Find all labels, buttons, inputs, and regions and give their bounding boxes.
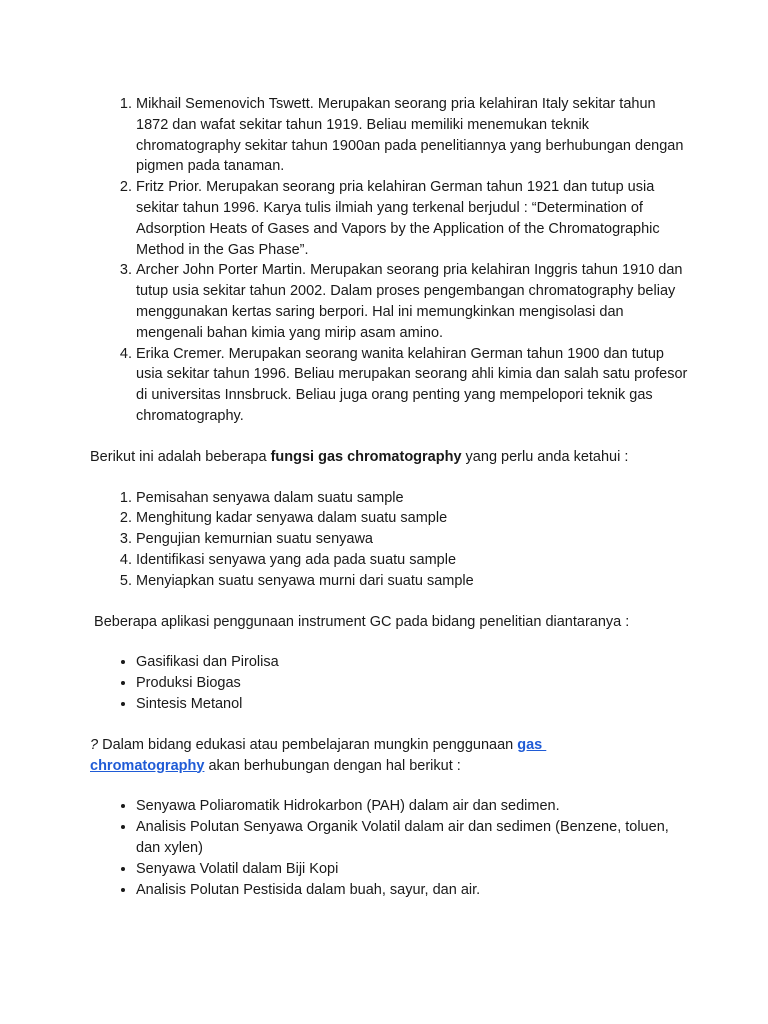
intro-text-after: yang perlu anda ketahui : <box>461 448 629 465</box>
gc-functions-list <box>90 488 690 592</box>
list-item: 2. Menghitung kadar senyawa dalam suatu sample <box>136 508 690 529</box>
link-text-part-1[interactable]: gas <box>517 736 547 753</box>
list-item: • Gasifikasi dan Pirolisa <box>136 652 690 673</box>
list-item: 1. Pemisahan senyawa dalam suatu sample <box>136 488 690 509</box>
edu-text-before: Dalam bidang edukasi atau pembelajaran mungkin penggunaan <box>98 736 518 753</box>
education-topics-list <box>90 796 690 900</box>
intro-bold-term: fungsi gas chromatography <box>270 448 462 465</box>
functions-intro-paragraph <box>90 447 690 468</box>
list-item: • Analisis Polutan Senyawa Organik Volatil dalam air dan sedimen (Benzene, toluen, dan xylen) <box>136 817 690 859</box>
list-item: 3. Archer John Porter Martin. Merupakan seorang pria kelahiran Inggris tahun 1910 dan tutup usia sekitar tahun 2002. Dalam proses pengembangan chromatography beliay menggunakan kertas saring berpori. Hal ini memungkinkan mengisolasi dan mengenali bahan kimia yang mirip asam amino. <box>136 260 690 343</box>
gc-applications-list <box>90 652 690 714</box>
list-item: 4. Identifikasi senyawa yang ada pada suatu sample <box>136 550 690 571</box>
list-item: 3. Pengujian kemurnian suatu senyawa <box>136 529 690 550</box>
document-page <box>90 94 690 900</box>
question-mark-glyph: ? <box>90 736 99 753</box>
link-text-part-2[interactable]: chromatography <box>90 757 205 774</box>
list-item: 4. Erika Cremer. Merupakan seorang wanita kelahiran German tahun 1900 dan tutup usia sekitar tahun 1996. Beliau merupakan seorang ahli kimia dan salah satu profesor di universitas Innsbruck. Beliau juga orang penting yang mempelopori teknik gas chromatography. <box>136 344 690 427</box>
list-item: • Produksi Biogas <box>136 673 690 694</box>
list-item: 2. Fritz Prior. Merupakan seorang pria kelahiran German tahun 1921 dan tutup usia sekitar tahun 1996. Karya tulis ilmiah yang terkenal berjudul : “Determination of Adsorption Heats of Gases and Vapors by the Application of the Chromatographic Method in the Gas Phase”. <box>136 177 690 260</box>
list-item: • Senyawa Volatil dalam Biji Kopi <box>136 859 690 880</box>
chromatography-pioneers-list <box>90 94 690 427</box>
education-intro-paragraph <box>90 735 690 777</box>
list-item: • Senyawa Poliaromatik Hidrokarbon (PAH) dalam air dan sedimen. <box>136 796 690 817</box>
list-item: • Sintesis Metanol <box>136 694 690 715</box>
list-item: • Analisis Polutan Pestisida dalam buah, sayur, dan air. <box>136 880 690 901</box>
applications-intro-paragraph: Beberapa aplikasi penggunaan instrument GC pada bidang penelitian diantaranya : <box>90 613 630 630</box>
list-item: 5. Menyiapkan suatu senyawa murni dari suatu sample <box>136 571 690 592</box>
intro-text-before: Berikut ini adalah beberapa <box>90 448 271 465</box>
edu-text-after: akan berhubungan dengan hal berikut : <box>204 757 461 774</box>
list-item: 1. Mikhail Semenovich Tswett. Merupakan seorang pria kelahiran Italy sekitar tahun 1872 dan wafat sekitar tahun 1919. Beliau memiliki menemukan teknik chromatography sekitar tahun 1900an pada penelitiannya yang berhubungan dengan pigmen pada tanaman. <box>136 94 690 177</box>
